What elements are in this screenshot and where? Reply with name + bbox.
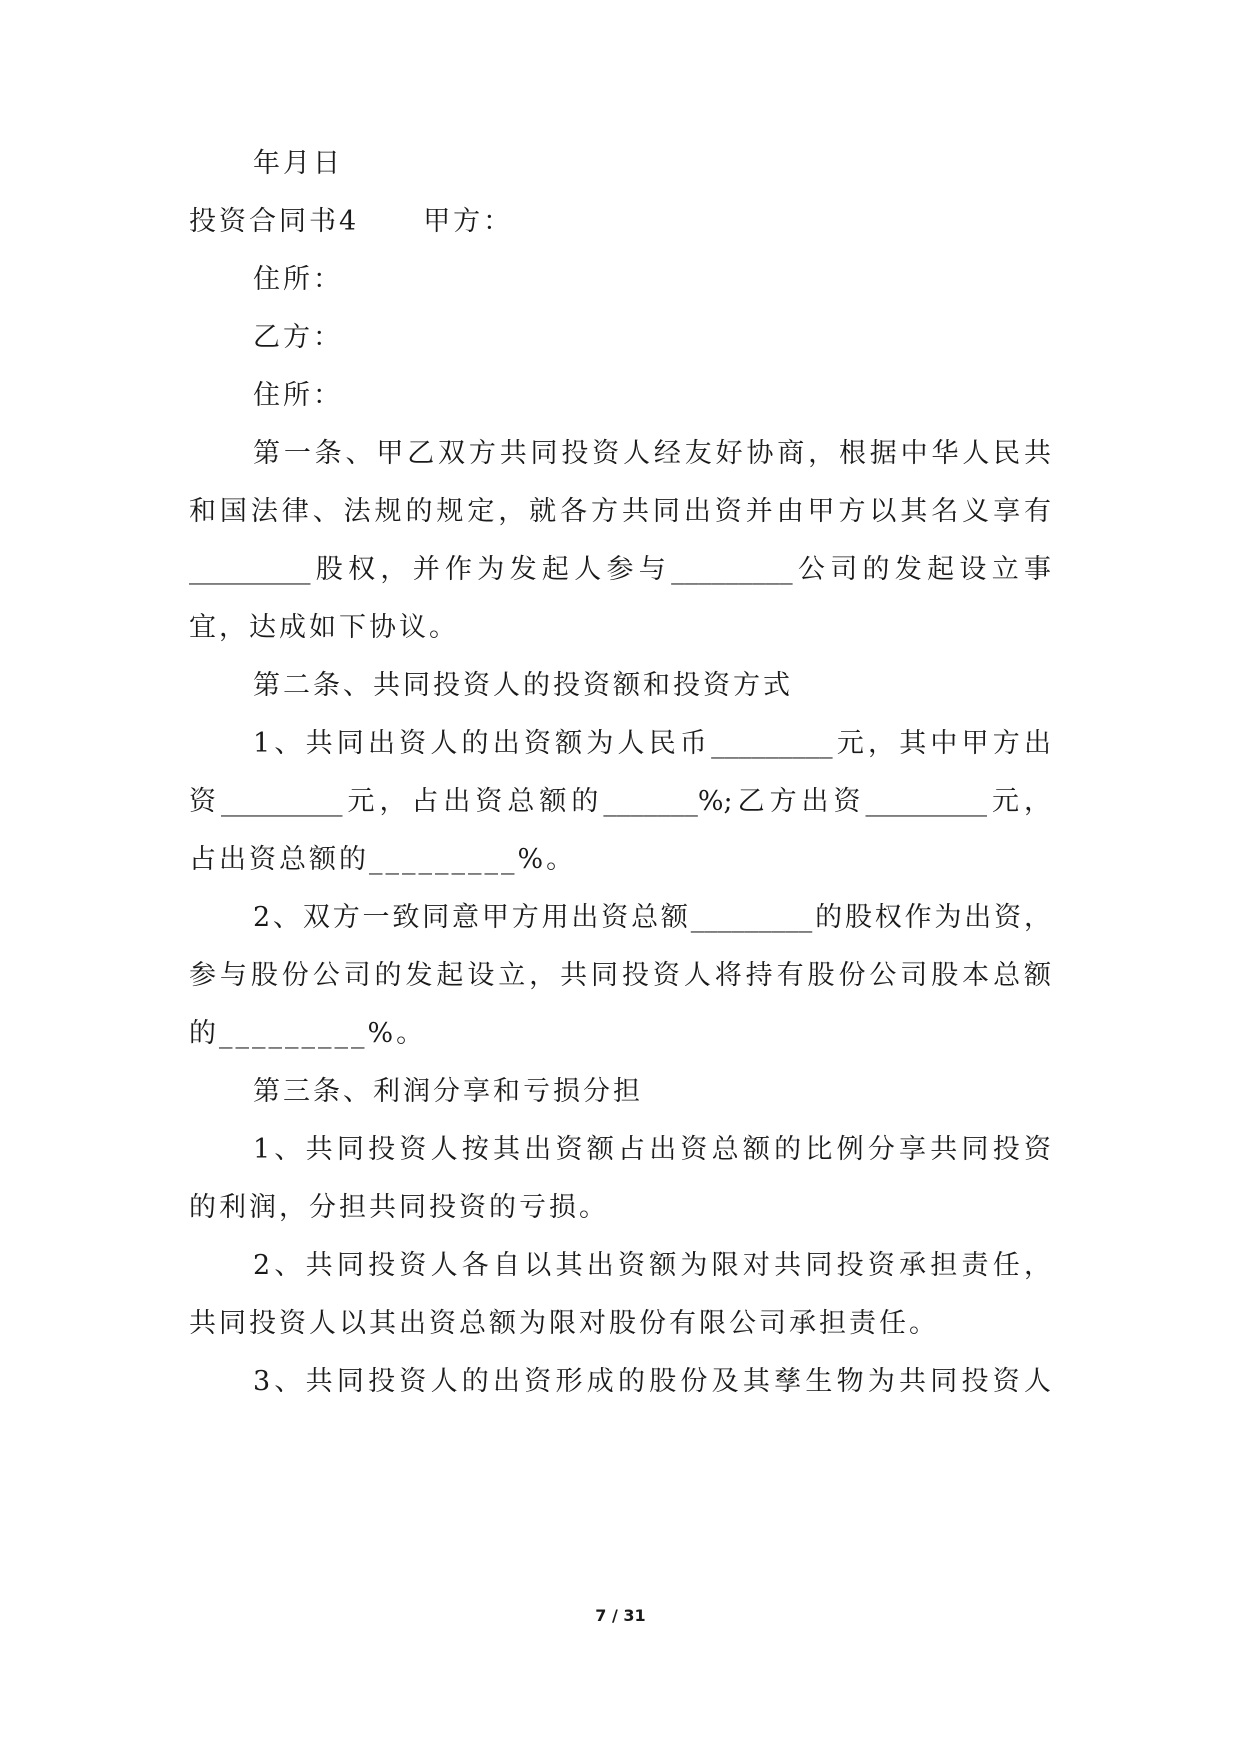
article2-item2-line2: 参与股份公司的发起设立，共同投资人将持有股份公司股本总额 <box>189 960 1051 991</box>
title-party-a-row <box>189 204 513 240</box>
article1-line3: _________股权，并作为发起人参与_________公司的发起设立事 <box>189 554 1051 585</box>
address-label-b: 住所： <box>253 380 343 411</box>
party-b-label: 乙方： <box>253 322 343 353</box>
article2-item2-line3: 的_________%。 <box>189 1018 427 1049</box>
article1-line1: 第一条、甲乙双方共同投资人经友好协商，根据中华人民共 <box>253 438 1051 469</box>
article1-line4: 宜，达成如下协议。 <box>189 612 459 643</box>
contract-title: 投资合同书4 <box>189 206 360 237</box>
article1-line2: 和国法律、法规的规定，就各方共同出资并由甲方以其名义享有 <box>189 496 1051 527</box>
article2-heading: 第二条、共同投资人的投资额和投资方式 <box>253 670 793 701</box>
article2-item1-line3: 占出资总额的_________%。 <box>189 844 577 875</box>
article3-item1-line1: 1、共同投资人按其出资额占出资总额的比例分享共同投资 <box>253 1134 1051 1165</box>
article3-item2-line1: 2、共同投资人各自以其出资额为限对共同投资承担责任， <box>253 1250 1051 1281</box>
party-a-label: 甲方： <box>423 206 514 237</box>
article3-heading: 第三条、利润分享和亏损分担 <box>253 1076 643 1107</box>
page-number: 7 / 31 <box>595 1606 646 1625</box>
article3-item3-line1: 3、共同投资人的出资形成的股份及其孳生物为共同投资人 <box>253 1366 1051 1397</box>
article2-item2-line1: 2、双方一致同意甲方用出资总额_________的股权作为出资， <box>253 902 1051 933</box>
article3-item2-line2: 共同投资人以其出资总额为限对股份有限公司承担责任。 <box>189 1308 939 1339</box>
article3-item1-line2: 的利润，分担共同投资的亏损。 <box>189 1192 609 1223</box>
article2-item1-line1: 1、共同出资人的出资额为人民币_________元，其中甲方出 <box>253 728 1051 759</box>
address-label-a: 住所： <box>253 264 343 295</box>
article2-item1-line2: 资_________元，占出资总额的_______%;乙方出资_________元， <box>189 786 1051 817</box>
date-line: 年月日 <box>253 148 343 179</box>
